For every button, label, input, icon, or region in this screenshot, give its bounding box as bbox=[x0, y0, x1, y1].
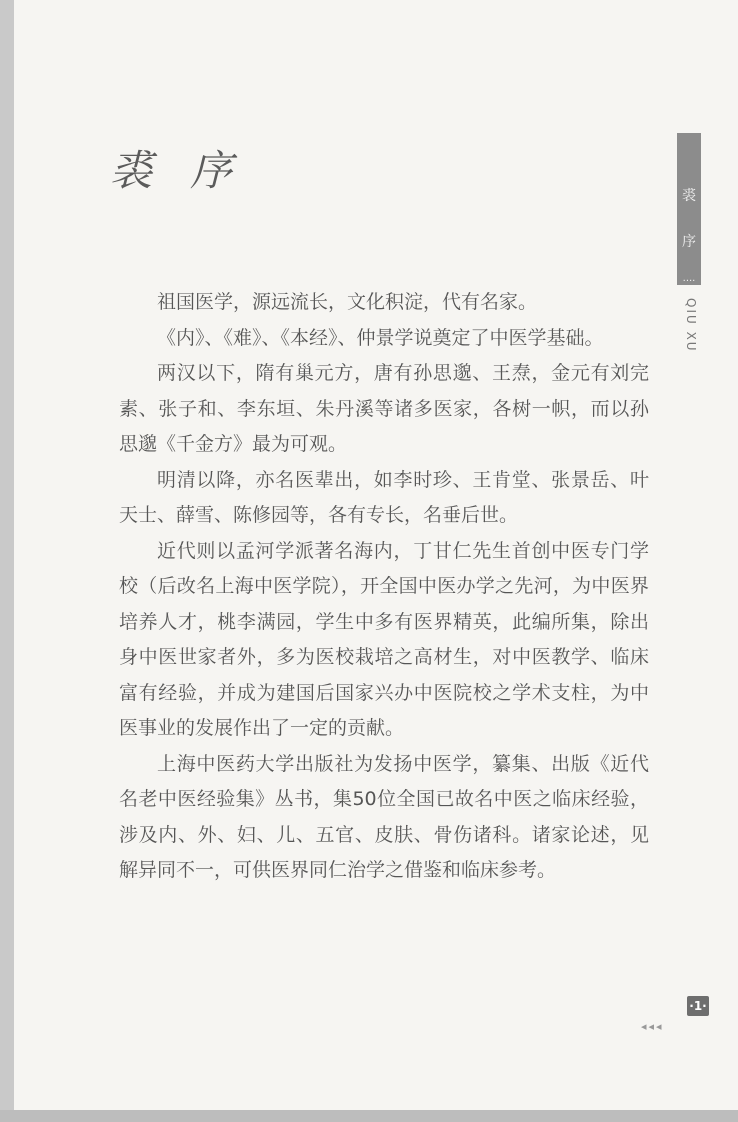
page-number-badge: ·1· bbox=[687, 996, 709, 1016]
preface-body bbox=[119, 285, 649, 889]
paragraph: 上海中医药大学出版社为发扬中医学，纂集、出版《近代名老中医经验集》丛书，集50位全国已故名中医之临床经验，涉及内、外、妇、儿、五官、皮肤、骨伤诸科。诸家论述，见解异同不一，可供医界同仁治学之借鉴和临床参考。 bbox=[119, 752, 649, 881]
section-pinyin bbox=[680, 298, 700, 358]
page-edge-shadow bbox=[0, 1110, 738, 1122]
nav-arrows-icon: ◂◂◂ bbox=[641, 1020, 664, 1033]
paragraph: 明清以降，亦名医辈出，如李时珍、王肯堂、张景岳、叶天士、薛雪、陈修园等，各有专长，名垂后世。 bbox=[119, 468, 649, 526]
side-tab-dots: .... bbox=[682, 273, 696, 284]
side-tab-char: 序 bbox=[682, 234, 696, 250]
section-side-tab bbox=[677, 133, 701, 285]
paragraph: 祖国医学，源远流长，文化积淀，代有名家。 bbox=[157, 291, 538, 313]
side-tab-char: 裘 bbox=[682, 188, 696, 204]
pinyin-label: QIU XU bbox=[684, 298, 698, 353]
book-page bbox=[14, 0, 738, 1110]
paragraph: 近代则以孟河学派著名海内，丁甘仁先生首创中医专门学校（后改名上海中医学院），开全国中医办学之先河，为中医界培养人才，桃李满园，学生中多有医界精英，此编所集，除出身中医世家者外，多为医校栽培之高材生，对中医教学、临床富有经验，并成为建国后国家兴办中医院校之学术支柱，为中医事业的发展作出了一定的贡献。 bbox=[119, 539, 649, 739]
page-title: 裘序 bbox=[110, 146, 271, 195]
paragraph: 两汉以下，隋有巢元方，唐有孙思邈、王焘，金元有刘完素、张子和、李东垣、朱丹溪等诸多医家，各树一帜，而以孙思邈《千金方》最为可观。 bbox=[119, 362, 649, 455]
paragraph: 《内》、《难》、《本经》、仲景学说奠定了中医学基础。 bbox=[157, 326, 604, 349]
